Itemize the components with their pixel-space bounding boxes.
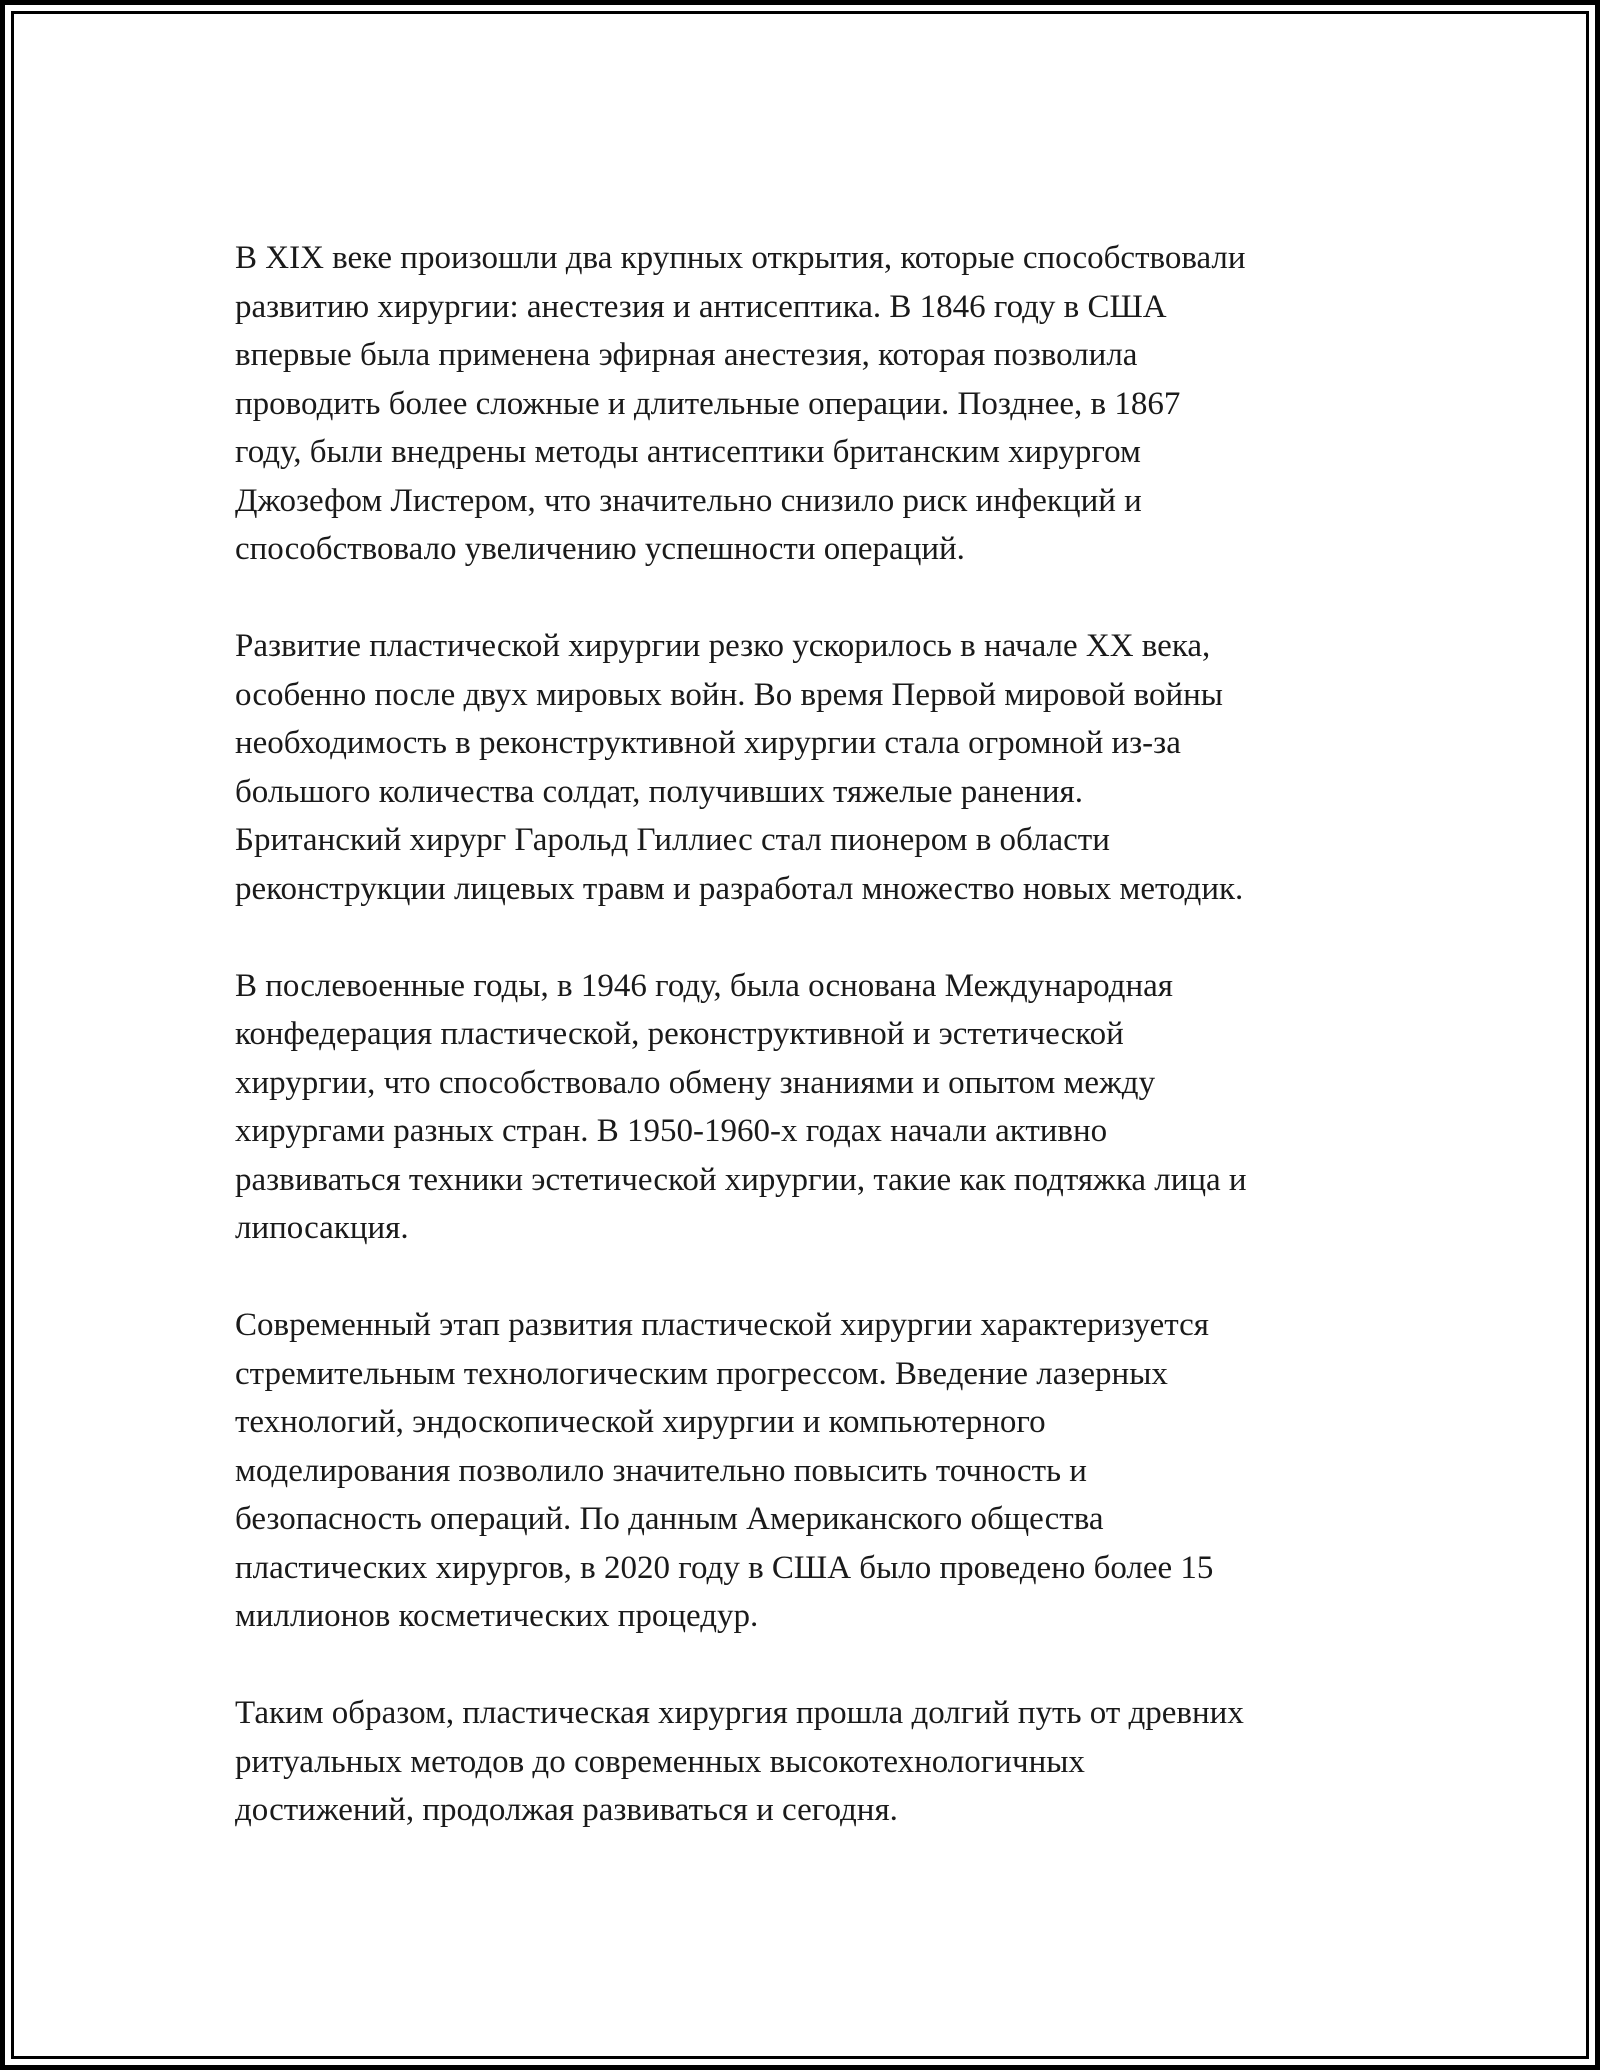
text-line: году, были внедрены методы антисептики британским хирургом	[235, 434, 1141, 470]
text-line: конфедерация пластической, реконструктивной и эстетической	[235, 1016, 1124, 1052]
paragraph-2	[235, 622, 1375, 913]
text-line: проводить более сложные и длительные операции. Позднее, в 1867	[235, 385, 1181, 422]
text-line: реконструкции лицевых травм и разработал множество новых методик.	[235, 870, 1244, 907]
text-line: большого количества солдат, получивших тяжелые ранения.	[235, 773, 1083, 810]
paragraph-1	[235, 234, 1375, 574]
paragraph-4	[235, 1301, 1375, 1641]
text-line: развитию хирургии: анестезия и антисептика. В 1846 году в США	[235, 288, 1167, 325]
document-body	[235, 234, 1375, 1883]
text-line: безопасность операций. По данным Американского общества	[235, 1501, 1104, 1537]
paragraph-5	[235, 1689, 1375, 1835]
text-line: миллионов косметических процедур.	[235, 1598, 759, 1634]
text-line: ритуальных методов до современных высокотехнологичных	[235, 1743, 1085, 1780]
text-line: особенно после двух мировых войн. Во время Первой мировой войны	[235, 676, 1223, 713]
paragraph-3	[235, 962, 1375, 1253]
text-line: хирургами разных стран. В 1950-1960-х годах начали активно	[235, 1113, 1108, 1149]
text-line: В XIX веке произошли два крупных открытия, которые способствовали	[235, 240, 1246, 276]
text-line: стремительным технологическим прогрессом. Введение лазерных	[235, 1355, 1168, 1392]
text-line: достижений, продолжая развиваться и сегодня.	[235, 1792, 898, 1828]
text-line: необходимость в реконструктивной хирургии стала огромной из-за	[235, 725, 1181, 761]
text-line: хирургии, что способствовало обмену знаниями и опытом между	[235, 1064, 1156, 1101]
text-line: Современный этап развития пластической хирургии характеризуется	[235, 1307, 1209, 1343]
text-line: Британский хирург Гарольд Гиллиес стал пионером в области	[235, 822, 1110, 858]
text-line: Джозефом Листером, что значительно снизило риск инфекций и	[235, 482, 1142, 519]
text-line: впервые была применена эфирная анестезия, которая позволила	[235, 337, 1138, 373]
text-line: В послевоенные годы, в 1946 году, была основана Международная	[235, 967, 1173, 1004]
text-line: Таким образом, пластическая хирургия прошла долгий путь от древних	[235, 1695, 1244, 1731]
text-line: способствовало увеличению успешности операций.	[235, 531, 965, 567]
text-line: Развитие пластической хирургии резко ускорилось в начале XX века,	[235, 628, 1211, 664]
text-line: липосакция.	[235, 1210, 409, 1246]
text-line: моделирования позволило значительно повысить точность и	[235, 1452, 1087, 1489]
text-line: пластических хирургов, в 2020 году в США было проведено более 15	[235, 1549, 1214, 1586]
text-line: развиваться техники эстетической хирургии, такие как подтяжка лица и	[235, 1161, 1247, 1198]
text-line: технологий, эндоскопической хирургии и компьютерного	[235, 1404, 1046, 1440]
